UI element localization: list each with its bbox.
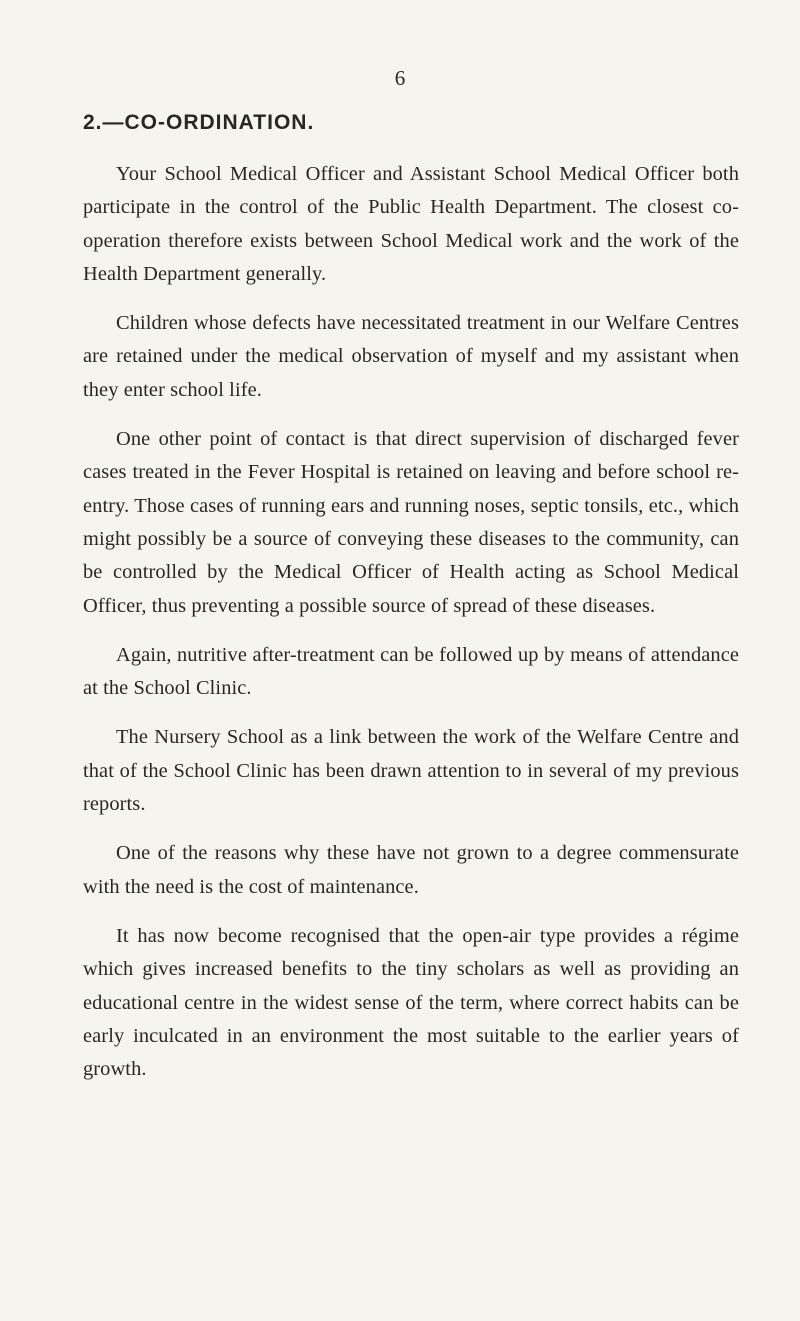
section-heading: 2.—CO-ORDINATION. xyxy=(83,111,315,134)
paragraph-5: The Nursery School as a link between the work of the Welfare Centre and that of the School Clinic has been drawn attention to in several of my previous reports. xyxy=(83,726,739,816)
paragraph-3: One other point of contact is that direct supervision of discharged fever cases treated in the Fever Hospital is retained on leaving and before school re-entry. Those cases of running ears and running noses, septic tonsils, etc., which might possibly be a source of conveying these diseases to the community, can be controlled by the Medical Officer of Health acting as School Medical Officer, thus preventing a possible source of spread of these diseases. xyxy=(83,428,739,617)
paragraph-6: One of the reasons why these have not grown to a degree commensurate with the need is the cost of maintenance. xyxy=(83,842,739,898)
page-number: 6 xyxy=(394,66,406,90)
paragraph-4: Again, nutritive after-treatment can be followed up by means of attendance at the School Clinic. xyxy=(83,643,739,700)
paragraph-2: Children whose defects have necessitated treatment in our Welfare Centres are retained under the medical observation of myself and my assistant when they enter school life. xyxy=(83,312,739,401)
body-text xyxy=(83,158,739,1102)
paragraph-7: It has now become recognised that the open-air type provides a régime which gives increased benefits to the tiny scholars as well as providing an educational centre in the widest sense of the term, where correct habits can be early inculcated in an environment the most suitable to the earlier years of growth. xyxy=(83,924,739,1081)
paragraph-1: Your School Medical Officer and Assistant School Medical Officer both participate in the control of the Public Health Department. The closest co-operation therefore exists between School Medical work and the work of the Health Department generally. xyxy=(83,163,739,285)
